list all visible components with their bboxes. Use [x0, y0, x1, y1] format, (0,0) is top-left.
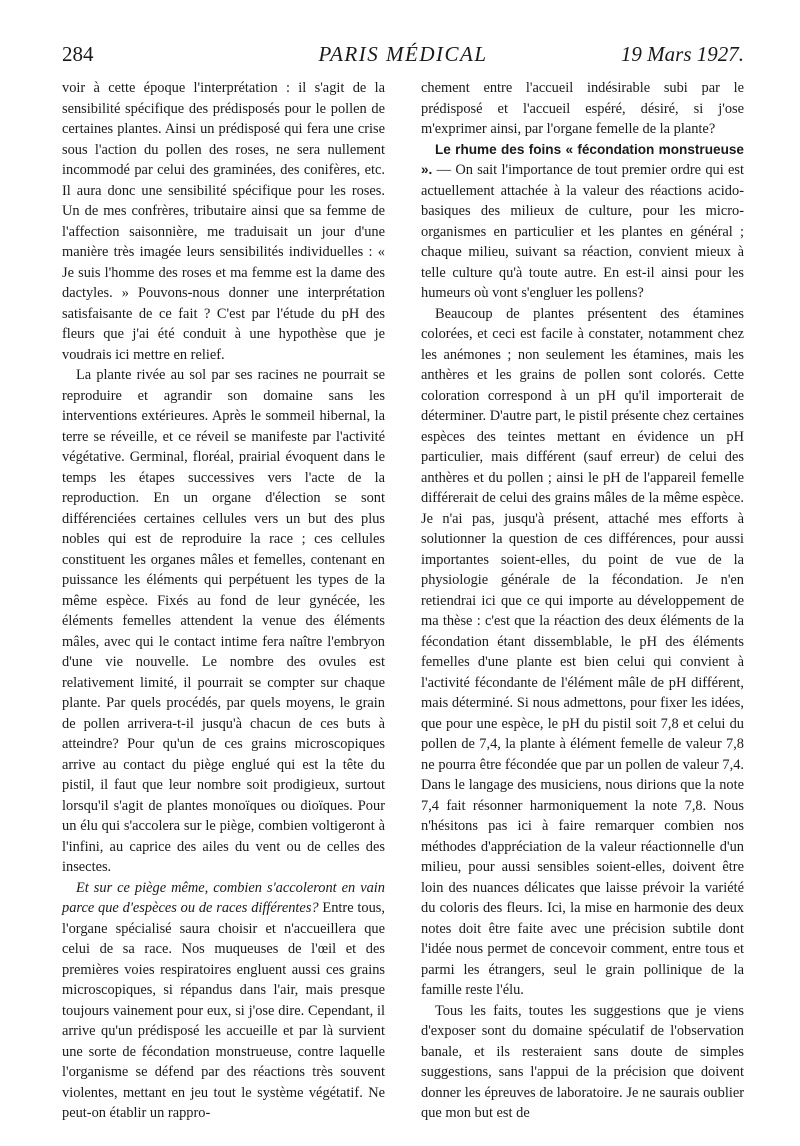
paragraph: La plante rivée au sol par ses racines ne pourrait se reproduire et agrandir son domaine sans les interventions extérieures. Après le sommeil hibernal, la terre se réveille, et ce réveil se manifeste par l'activité végétative. Germinal, floréal, prairial évoquent dans le temps les étapes successives vers l'acte de la reproduction. En un organe d'élection se sont différenciées certaines cellules vers un but des plus nobles qui est de reproduire la race ; ces cellules constituent les organes mâles et femelles, contenant en puissance les éléments qui perpétuent les types de la même espèce. Fixés au fond de leur gynécée, les éléments femelles attendent la venue des éléments mâles, avec qui le contact intime fera naître l'embryon d'une vie nouvelle. Le nombre des ovules est relativement limité, il pourrait se compter sur chaque plante. Par quels procédés, par quels moyens, le grain de pollen arrivera-t-il jusqu'à chacun de ces buts à atteindre? Pour qu'un de ces grains microscopiques arrive au contact du piège englué qui est la tête du pistil, il faut que leur nombre soit prodigieux, surtout lorsqu'il s'agit de plantes monoïques ou dioïques. Pour un élu qui s'accolera sur le piège, combien voltigeront à l'infini, au caprice des ailes du vent ou de celles des insectes.: [62, 367, 385, 875]
text-columns: [62, 78, 744, 1124]
issue-date: 19 Mars 1927.: [620, 42, 744, 66]
right-column: [421, 78, 744, 1124]
page-number: 284: [62, 42, 94, 66]
paragraph: chement entre l'accueil indésirable subi par le prédisposé et l'accueil espéré, désiré, si j'ose m'exprimer ainsi, par l'organe femelle de la plante?: [421, 80, 744, 137]
paragraph: [421, 140, 744, 304]
paragraph-text: — On sait l'importance de tout premier ordre qui est actuellement attachée à la valeur des réactions acido-basiques des milieux de culture, pour les micro-organismes en particulier et les plantes en général ; chaque milieu, suivant sa réaction, convient mieux à telle culture qu'à toute autre. En est-il ainsi pour les humeurs où vont s'engluer les pollens?: [421, 162, 744, 301]
section-heading: Le rhume des foins « fécondation monstrueuse ».: [421, 141, 744, 177]
journal-title: PARIS MÉDICAL: [318, 42, 488, 66]
paragraph: Tous les faits, toutes les suggestions que je viens d'exposer sont du domaine spéculatif de l'observation banale, et ils resteraient sans doute de simples suggestions, sans l'appui de la précision que doivent donner les épreuves de laboratoire. Je ne saurais oublier que mon but est de: [421, 1002, 744, 1121]
left-column: [62, 78, 385, 1124]
italic-question: Et sur ce piège même, combien s'accoleront en vain parce que d'espèces ou de races différentes?: [62, 879, 385, 916]
paragraph-text: Entre tous, l'organe spécialisé saura choisir et n'accueillera que celui de sa race. Nos muqueuses de l'œil et des premières voies respiratoires engluent aussi ces grains microscopiques, si répandus dans l'air, mais presque toujours vainement pour eux, si j'ose dire. Cependant, il arrive qu'un prédisposé les accueille et par là survient une sorte de fécondation monstrueuse, contre laquelle l'organisme se défend par des réactions très souvent violentes, mettant en jeu tout le système végétatif. Ne peut-on établir un rappro-: [62, 900, 385, 1121]
paragraph: [62, 878, 385, 1124]
paragraph: Beaucoup de plantes présentent des étamines colorées, et ceci est facile à constater, notamment chez les anémones ; non seulement les étamines, mais les anthères et les grains de pollen sont colorés. Cette coloration correspond à un pH qu'il importerait de déterminer. D'autre part, le pistil présente chez certaines espèces des teintes mettant en évidence un pH particulier, mais différent (sauf erreur) de celui des anthères et du pollen ; ainsi le pH de l'appareil femelle différerait de celui des grains mâles de la même espèce. Je n'ai pas, jusqu'à présent, attaché mes efforts à solutionner la question de ces différences, pour aussi importantes soient-elles, du point de vue de la physiologie générale de la fécondation. Je n'en retiendrai ici que ce qui importe au développement de ma thèse : c'est que la réaction des deux éléments de la fécondation étant dissemblable, le pH des éléments femelles d'une plante est bien celui qui convient à l'activité fécondante de l'élément mâle de pH différent, mais déterminé. Si nous admettons, pour fixer les idées, que pour une espèce, le pH du pistil soit 7,8 et celui du pollen de 7,4, la plante à élément femelle de valeur 7,8 ne pourra être fécondée que par un pollen de valeur 7,4. Dans le langage des musiciens, nous dirions que la note 7,4 fait résonner harmoniquement la note 7,8. Nous n'hésitons pas ici à faire remarquer combien nos méthodes d'appréciation de la valeur réactionnelle d'un milieu, pour aussi sensibles soient-elles, doivent être loin des nuances délicates que laisse prévoir la variété du coloris des fleurs. Ici, la mise en harmonie des deux notes doit être faite avec une précision subtile dont l'idée nous permet de concevoir comment, entre tous et parmi les étrangers, seul le grain pollinique de la famille reste l'élu.: [421, 305, 744, 998]
running-header: [62, 42, 744, 76]
paragraph: voir à cette époque l'interprétation : il s'agit de la sensibilité spécifique des prédisposés pour le pollen de certaines plantes. Ainsi un prédisposé qui fera une crise sous l'action du pollen des roses, ne sera nullement incommodé par celui des graminées, des conifères, etc. Il aura donc une sensibilité spécifique pour les roses. Un de mes confrères, tributaire ainsi que sa femme de l'affection saisonnière, me traduisait un jour d'une manière très imagée leurs sensibilités individuelles : « Je suis l'homme des roses et ma femme est la dame des dactyles. » Pouvons-nous donner une interprétation satisfaisante de ce fait ? C'est par l'étude du pH des fleurs que j'ai été conduit à une hypothèse que je voudrais ici mettre en relief.: [62, 80, 385, 363]
